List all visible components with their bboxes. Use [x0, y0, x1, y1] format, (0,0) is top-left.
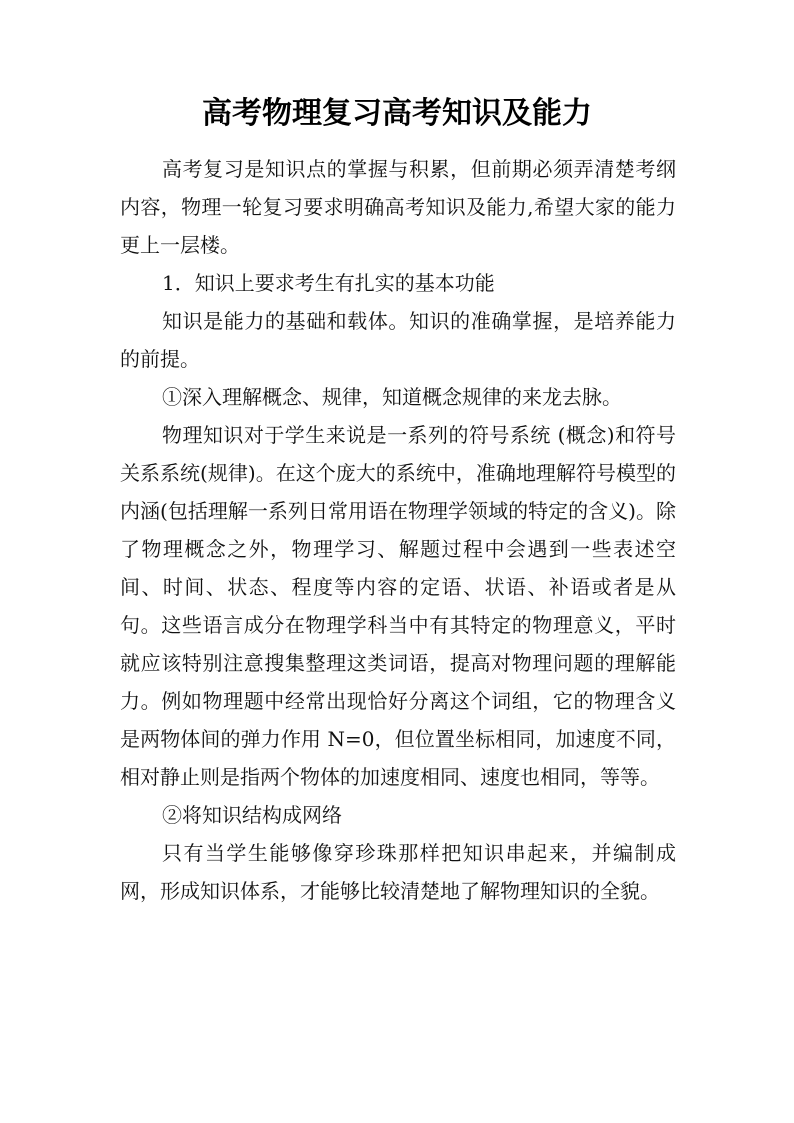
document-body [120, 150, 676, 910]
document-title: 高考物理复习高考知识及能力 [202, 96, 592, 131]
point-1-heading: ①深入理解概念、规律，知道概念规律的来龙去脉。 [162, 385, 622, 409]
point-1-paragraph: 物理知识对于学生来说是一系列的符号系统 (概念)和符号关系系统(规律)。在这个庞大的系统中，准确地理解符号模型的内涵(包括理解一系列日常用语在物理学领域的特定的含义)。除了物理概念之外，物理学习、解题过程中会遇到一些表述空间、时间、状态、程度等内容的定语、状语、补语或者是从句。这些语言成分在物理学科当中有其特定的物理意义，平时就应该特别注意搜集整理这类词语，提高对物理问题的理解能力。例如物理题中经常出现恰好分离这个词组，它的物理含义是两物体间的弹力作用 N=0，但位置坐标相同，加速度不同，相对静止则是指两个物体的加速度相同、速度也相同，等等。 [120, 423, 676, 789]
section-heading-1: 1．知识上要求考生有扎实的基本功能 [162, 271, 495, 295]
point-2-heading: ②将知识结构成网络 [162, 803, 342, 827]
knowledge-paragraph: 知识是能力的基础和载体。知识的准确掌握，是培养能力的前提。 [120, 309, 676, 371]
intro-paragraph: 高考复习是知识点的掌握与积累，但前期必须弄清楚考纲内容，物理一轮复习要求明确高考知识及能力,希望大家的能力更上一层楼。 [120, 157, 676, 257]
point-2-paragraph: 只有当学生能够像穿珍珠那样把知识串起来，并编制成网，形成知识体系，才能够比较清楚地了解物理知识的全貌。 [120, 841, 676, 903]
